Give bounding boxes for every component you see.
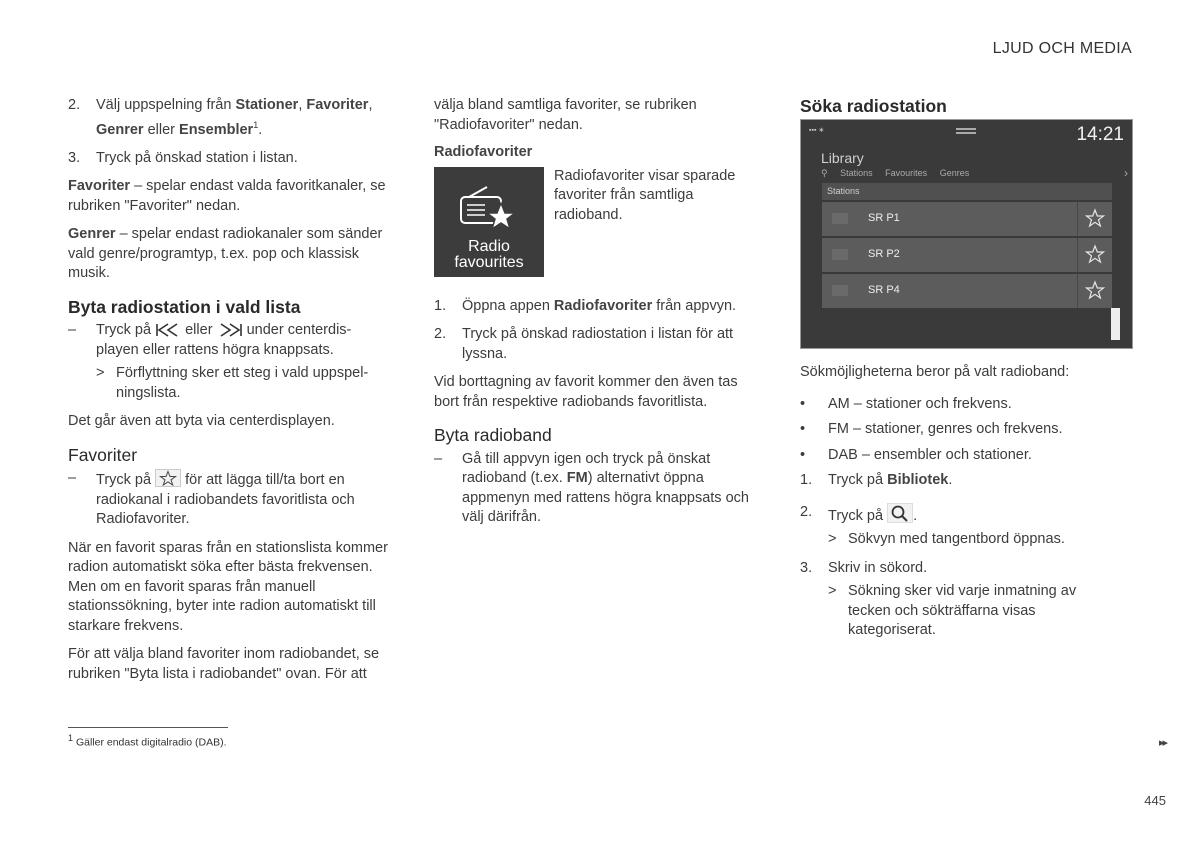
station-row[interactable]: SR P1 (822, 202, 1112, 236)
clock: 14:21 (1076, 124, 1124, 145)
search-icon[interactable]: ⚲ (821, 168, 828, 178)
footnote: $^1$ Gäller endast digitalradio (DAB). (68, 733, 227, 749)
section-header: LJUD OCH MEDIA (992, 40, 1132, 57)
star-icon (155, 469, 181, 487)
search-step-2: 2. Tryck på . (800, 503, 918, 524)
station-logo (832, 213, 848, 224)
list-header: Stations (822, 183, 1112, 200)
continued-paragraph: välja bland samtliga favoriter, se rubriken "Radiofavoriter" nedan. (434, 97, 697, 133)
search-icon (887, 503, 913, 523)
station-logo (832, 285, 848, 296)
byta-result: > Förflyttning sker ett steg i vald uppspel- ningslista. (96, 365, 369, 401)
tab-favourites[interactable]: Favourites (885, 168, 928, 178)
genrer-definition: Genrer – spelar endast radiokanaler som sänder vald genre/programtyp, t.ex. pop och klassisk musik. (68, 226, 383, 282)
radio-star-icon (459, 185, 519, 235)
favourite-star-icon[interactable] (1077, 238, 1112, 272)
skip-back-icon (155, 323, 181, 337)
list-item-2: 2. Välj uppspelning från Stationer, Favoriter, Genrer eller Ensembler$^1$. (68, 97, 373, 138)
library-tabs (821, 168, 979, 179)
library-title: Library (821, 150, 864, 166)
page-number: 445 (1144, 793, 1166, 808)
search-step-1: 1. Tryck på Bibliotek. (800, 472, 953, 488)
band-instruction: – Gå till appvyn igen och tryck på önskat radioband (t.ex. FM) alternativt öppna appmenyn med rattens högra knappsats och välj därifrån. (434, 450, 749, 525)
tab-genres[interactable]: Genres (939, 168, 970, 178)
bullet-dab: • DAB – ensembler och stationer. (800, 446, 1032, 463)
favoriter-definition: Favoriter – spelar endast valda favoritkanaler, se rubriken "Favoriter" nedan. (68, 178, 386, 214)
radiofavoriter-description: Radiofavoriter visar sparade favoriter från samtliga radioband. (554, 167, 736, 223)
drag-handle-icon (956, 128, 976, 130)
bullet-am: • AM – stationer och frekvens. (800, 395, 1012, 412)
tab-stations[interactable]: Stations (840, 168, 873, 178)
favoriter-paragraph-2: För att välja bland favoriter inom radiobandet, se rubriken "Byta lista i radiobandet" ovan. För att (68, 646, 380, 682)
heading-byta-radioband: Byta radioband (434, 425, 552, 445)
tile-label: Radio favourites (454, 237, 524, 271)
heading-soka-radiostation: Söka radiostation (800, 96, 947, 116)
heading-favoriter: Favoriter (68, 444, 138, 465)
search-options-intro: Sökmöjligheterna beror på valt radioband: (800, 364, 1070, 380)
removal-note: Vid borttagning av favorit kommer den även tas bort från respektive radiobands favoritlista. (434, 374, 738, 410)
chevron-right-icon[interactable]: › (1124, 166, 1128, 180)
image-code-label (1111, 308, 1120, 340)
footnote-ref[interactable]: 1 (253, 119, 259, 130)
bullet-fm: • FM – stationer, genres och frekvens. (800, 421, 1063, 437)
heading-byta-radiostation: Byta radiostation i vald lista (68, 296, 301, 317)
station-row[interactable]: SR P4 (822, 274, 1112, 308)
favourite-star-icon[interactable] (1077, 202, 1112, 236)
column-1 (68, 96, 398, 693)
favoriter-instruction: – Tryck på för att lägga till/ta bort en radiokanal i radiobandets favoritlista och Radiofavoriter. (68, 470, 355, 528)
station-row[interactable]: SR P2 (822, 238, 1112, 272)
search-step-3-result: > Sökning sker vid varje inmatning av tecken och sökträffarna visas kategoriserat. (828, 583, 1077, 638)
step-2: 2. Tryck på önskad radiostation i listan för att lyssna. (434, 326, 734, 362)
radiofavoriter-block (434, 167, 764, 283)
list-item-3: 3. Tryck på önskad station i listan. (68, 149, 298, 166)
favourite-star-icon[interactable] (1077, 274, 1112, 308)
column-3 (800, 363, 1130, 650)
footnote-divider (68, 727, 228, 728)
station-logo (832, 249, 848, 260)
search-heading-wrap (800, 96, 1133, 121)
favoriter-paragraph-1: När en favorit sparas från en stationslista kommer radion automatiskt söka efter bästa frekvensen. Men om en favorit sparas från manuell stationssökning, byter inte radion automatiskt till starkare frekvens. (68, 539, 388, 634)
signal-icon: ▪▪▪ ∗ (809, 127, 825, 134)
step-1: 1. Öppna appen Radiofavoriter från appvyn. (434, 297, 737, 314)
column-2 (434, 96, 764, 537)
byta-instruction: – Tryck på eller under centerdis- playen eller rattens högra knappsats. (68, 322, 352, 358)
search-step-3: 3. Skriv in sökord. (800, 559, 928, 576)
search-step-2-result: > Sökvyn med tangentbord öppnas. (828, 531, 1065, 547)
skip-forward-icon (217, 323, 243, 337)
center-display-screenshot (800, 119, 1133, 349)
byta-note: Det går även att byta via centerdisplayen. (68, 413, 335, 430)
next-page-icon[interactable]: ▸▸ (1158, 737, 1166, 749)
radio-favourites-app-tile (434, 167, 544, 277)
heading-radiofavoriter: Radiofavoriter (434, 144, 533, 160)
